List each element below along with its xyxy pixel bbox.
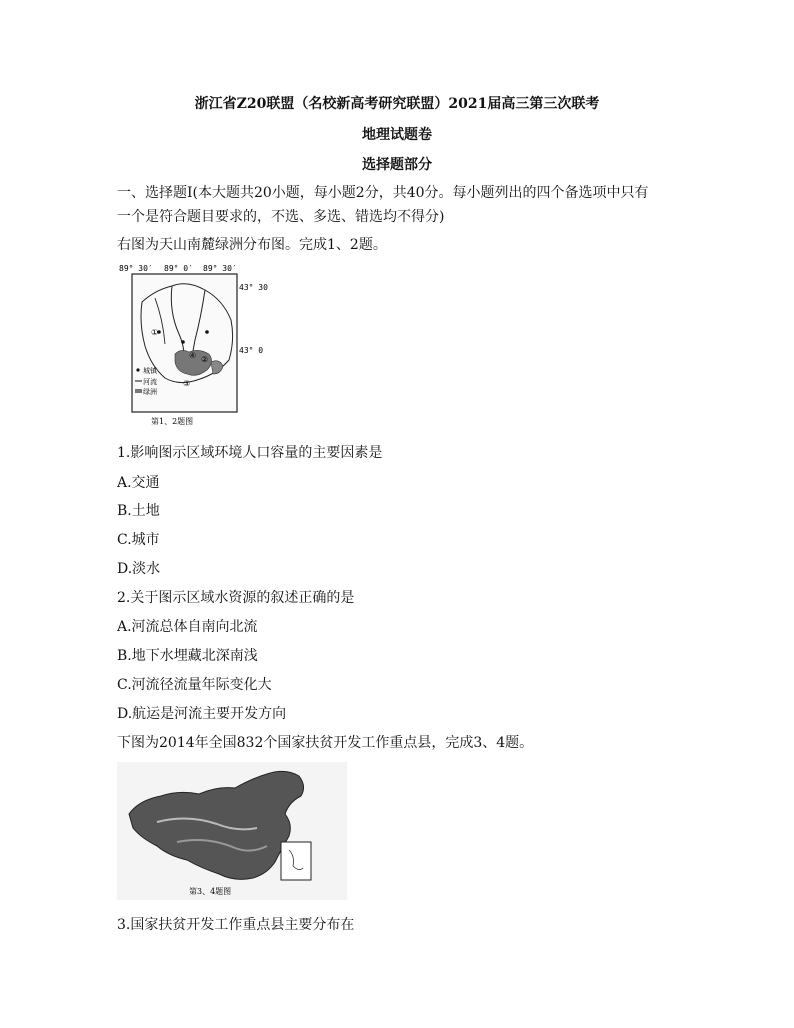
figure2-caption: 第3、4题图 [189,887,232,896]
exam-subtitle: 地理试题卷 [362,127,432,143]
q1-option-b: B.土地 [117,503,160,519]
q2-stem: 2.关于图示区域水资源的叙述正确的是 [117,590,355,606]
q1-option-a: A.交通 [117,475,160,491]
oasis-map-figure [117,262,273,428]
q2-option-a: A.河流总体自南向北流 [117,619,258,635]
legend-town-icon [136,368,139,371]
legend-oasis-icon [135,389,142,393]
south-china-sea-inset [281,842,311,880]
figure1-caption: 第1、2题图 [151,417,194,426]
q2-option-c: C.河流径流量年际变化大 [117,677,272,693]
lon-label-2: 89° 0′ [164,264,193,273]
legend-oasis: 绿洲 [143,388,157,396]
poverty-county-map [117,762,347,900]
legend-town: 城镇 [143,367,157,375]
poverty-county-map-figure [117,762,347,900]
q2-option-b: B.地下水埋藏北深南浅 [117,648,258,664]
q2-option-d: D.航运是河流主要开发方向 [117,706,287,722]
marker-1: ① [151,328,159,337]
instructions-line-2: 一个是符合题目要求的，不选、多选、错选均不得分) [117,209,445,225]
q3-stem: 3.国家扶贫开发工作重点县主要分布在 [117,917,355,933]
exam-title: 浙江省Z20联盟（名校新高考研究联盟）2021届高三第三次联考 [194,96,600,112]
town-dot [205,330,209,334]
intro-q3-q4: 下图为2014年全国832个国家扶贫开发工作重点县，完成3、4题。 [117,735,534,751]
marker-3: ③ [183,379,191,388]
section-heading: 选择题部分 [362,157,432,173]
legend-river: 河流 [143,378,157,386]
q1-stem: 1.影响图示区域环境人口容量的主要因素是 [117,445,383,461]
lat-label-1: 43° 30 [239,283,268,292]
intro-q1-q2: 右图为天山南麓绿洲分布图。完成1、2题。 [117,237,387,253]
lat-label-2: 43° 0 [239,346,264,355]
instructions-line-1: 一、选择题Ⅰ(本大题共20小题，每小题2分，共40分。每小题列出的四个备选项中只有 [117,185,649,201]
q1-option-d: D.淡水 [117,561,161,577]
oasis-map [117,262,273,428]
lon-label-3: 89° 30′ [203,264,237,273]
marker-2: ② [201,355,209,364]
town-dot [181,340,185,344]
lon-label-1: 89° 30′ [119,264,153,273]
marker-4: ④ [189,351,197,360]
q1-option-c: C.城市 [117,532,160,548]
